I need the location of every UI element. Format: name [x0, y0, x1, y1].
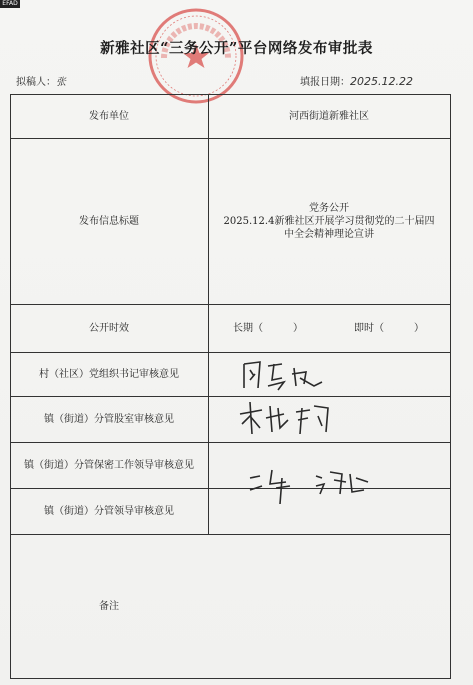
date-value: 2025.12.22 [350, 75, 413, 88]
village-review-signature [238, 356, 328, 394]
validity-long-option: 长期（ ） [233, 322, 303, 334]
publisher-label: 发布单位 [89, 110, 129, 122]
section-review-label: 镇（街道）分管股室审核意见 [44, 413, 174, 425]
leader-review-signature [246, 464, 376, 508]
secrecy-review-label: 镇（街道）分管保密工作领导审核意见 [24, 459, 194, 471]
info-title-label: 发布信息标题 [79, 215, 139, 227]
page-title: 新雅社区“三务公开”平台网络发布审批表 [100, 40, 373, 57]
publisher-value: 河西街道新雅社区 [289, 110, 369, 122]
date-label: 填报日期： [300, 77, 350, 88]
drafter-row [16, 73, 66, 88]
section-review-signature [236, 398, 336, 440]
approval-table [10, 94, 451, 679]
village-review-label: 村（社区）党组织书记审核意见 [39, 368, 179, 380]
validity-immediate-option: 即时（ ） [354, 322, 424, 334]
remarks-label: 备注 [99, 600, 119, 612]
info-title-line: 2025.12.4新雅社区开展学习贯彻党的二十届四 [223, 215, 435, 227]
drafter-label: 拟稿人： [16, 77, 56, 88]
drafter-signature: 张 [56, 77, 66, 88]
info-title-line: 中全会精神理论宣讲 [284, 228, 374, 240]
corner-tag: EFAD [0, 0, 20, 8]
table-border-bottom [10, 678, 451, 679]
date-row [300, 73, 413, 88]
info-title-line: 党务公开 [309, 202, 349, 214]
validity-label: 公开时效 [89, 322, 129, 334]
info-title-value [208, 138, 450, 304]
table-border-right [450, 94, 451, 678]
leader-review-label: 镇（街道）分管领导审核意见 [44, 505, 174, 517]
